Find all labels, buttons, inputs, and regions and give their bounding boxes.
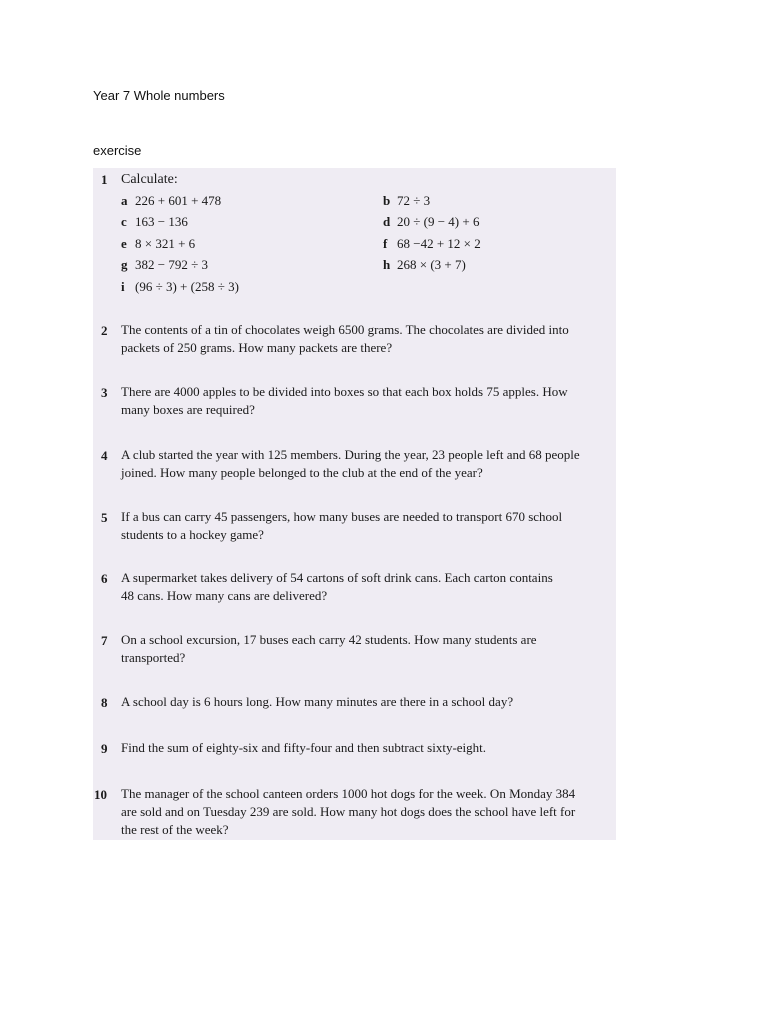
question-number: 6	[101, 571, 108, 586]
part-letter: b	[383, 193, 391, 208]
question-text: Find the sum of eighty-six and fifty-four and then subtract sixty-eight.	[121, 740, 487, 755]
part-expression: 72 ÷ 3	[397, 193, 431, 208]
question-number: 5	[101, 510, 108, 525]
part-expression: 8 × 321 + 6	[135, 236, 196, 251]
part-letter: f	[383, 236, 388, 251]
question-number: 4	[101, 448, 108, 463]
calc-part-a	[121, 193, 221, 209]
question-number: 8	[101, 695, 108, 710]
calc-part-h	[383, 257, 466, 273]
question-number: 3	[101, 385, 108, 400]
part-letter: e	[121, 236, 127, 251]
part-letter: d	[383, 214, 391, 229]
calc-part-f	[383, 236, 481, 252]
exercise-panel	[93, 168, 616, 840]
part-letter: c	[121, 214, 127, 229]
calc-part-c	[121, 214, 188, 230]
calc-part-g	[121, 257, 208, 273]
question-number: 1	[101, 172, 108, 187]
question-text: The manager of the school canteen orders 1000 hot dogs for the week. On Monday 384 are sold and on Tuesday 239 are sold. How many hot dogs does the school have left for the rest of the week?	[121, 786, 576, 837]
calc-part-i	[121, 279, 239, 295]
calc-part-b	[383, 193, 430, 209]
part-expression: 268 × (3 + 7)	[397, 257, 466, 272]
part-letter: h	[383, 257, 391, 272]
question-text: A supermarket takes delivery of 54 cartons of soft drink cans. Each carton contains 48 cans. How many cans are delivered?	[121, 570, 553, 603]
part-letter: a	[121, 193, 128, 208]
question-number: 10	[94, 787, 107, 802]
part-expression: 68 −42 + 12 × 2	[397, 236, 481, 251]
calc-part-e	[121, 236, 195, 252]
part-expression: 382 − 792 ÷ 3	[135, 257, 208, 272]
part-expression: 226 + 601 + 478	[135, 193, 222, 208]
question-number: 9	[101, 741, 108, 756]
document-title: Year 7 Whole numbers	[93, 88, 225, 103]
question-prompt: Calculate:	[121, 172, 178, 187]
part-expression: (96 ÷ 3) + (258 ÷ 3)	[135, 279, 239, 294]
part-expression: 20 ÷ (9 − 4) + 6	[397, 214, 480, 229]
question-number: 2	[101, 323, 108, 338]
part-letter: g	[121, 257, 128, 272]
question-text: The contents of a tin of chocolates weigh 6500 grams. The chocolates are divided into packets of 250 grams. How many packets are there?	[121, 322, 569, 355]
question-number: 7	[101, 633, 108, 648]
question-text: A club started the year with 125 members. During the year, 23 people left and 68 people joined. How many people belonged to the club at the end of the year?	[121, 447, 580, 480]
question-text: If a bus can carry 45 passengers, how many buses are needed to transport 670 school students to a hockey game?	[121, 509, 563, 542]
part-expression: 163 − 136	[135, 214, 188, 229]
question-text: A school day is 6 hours long. How many minutes are there in a school day?	[121, 694, 514, 709]
document-subtitle: exercise	[93, 143, 142, 158]
question-text: On a school excursion, 17 buses each carry 42 students. How many students are transported?	[121, 632, 537, 665]
question-text: There are 4000 apples to be divided into boxes so that each box holds 75 apples. How many boxes are required?	[121, 384, 568, 417]
calc-part-d	[383, 214, 479, 230]
part-letter: i	[121, 279, 125, 294]
